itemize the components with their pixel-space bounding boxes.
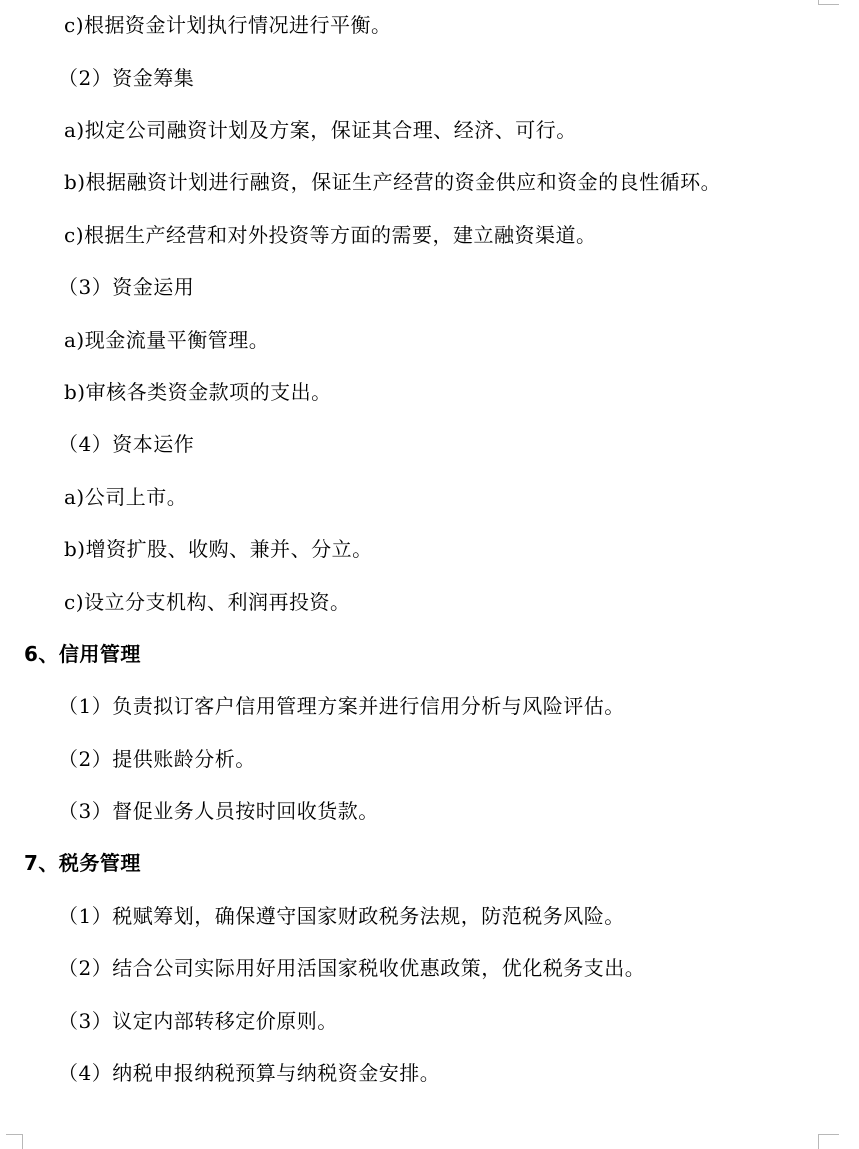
text-line: （3）议定内部转移定价原则。 — [58, 1009, 338, 1033]
text-line: （2）提供账龄分析。 — [58, 747, 256, 771]
section-subheading: （3）资金运用 — [58, 275, 195, 299]
text-line: （2）结合公司实际用好用活国家税收优惠政策，优化税务支出。 — [58, 956, 646, 980]
text-line: b)增资扩股、收购、兼并、分立。 — [64, 537, 373, 561]
text-line: （3）督促业务人员按时回收货款。 — [58, 799, 379, 823]
page-corner-mark — [6, 1134, 23, 1149]
text-line: c)根据生产经营和对外投资等方面的需要，建立融资渠道。 — [64, 223, 597, 247]
section-subheading: （4）资本运作 — [58, 432, 195, 456]
text-line: c)根据资金计划执行情况进行平衡。 — [64, 13, 392, 37]
section-heading: 6、信用管理 — [24, 642, 141, 666]
section-subheading: （2）资金筹集 — [58, 66, 195, 90]
text-line: a)拟定公司融资计划及方案，保证其合理、经济、可行。 — [64, 118, 577, 142]
page-corner-mark — [818, 0, 839, 5]
text-line: a)公司上市。 — [64, 485, 188, 509]
text-line: b)审核各类资金款项的支出。 — [64, 380, 332, 404]
text-line: （4）纳税申报纳税预算与纳税资金安排。 — [58, 1061, 441, 1085]
text-line: b)根据融资计划进行融资，保证生产经营的资金供应和资金的良性循环。 — [64, 170, 722, 194]
text-line: c)设立分支机构、利润再投资。 — [64, 590, 351, 614]
text-line: （1）税赋筹划，确保遵守国家财政税务法规，防范税务风险。 — [58, 904, 625, 928]
text-line: a)现金流量平衡管理。 — [64, 328, 270, 352]
section-heading: 7、税务管理 — [24, 851, 141, 875]
text-line: （1）负责拟订客户信用管理方案并进行信用分析与风险评估。 — [58, 694, 625, 718]
page-corner-mark — [818, 1134, 839, 1149]
